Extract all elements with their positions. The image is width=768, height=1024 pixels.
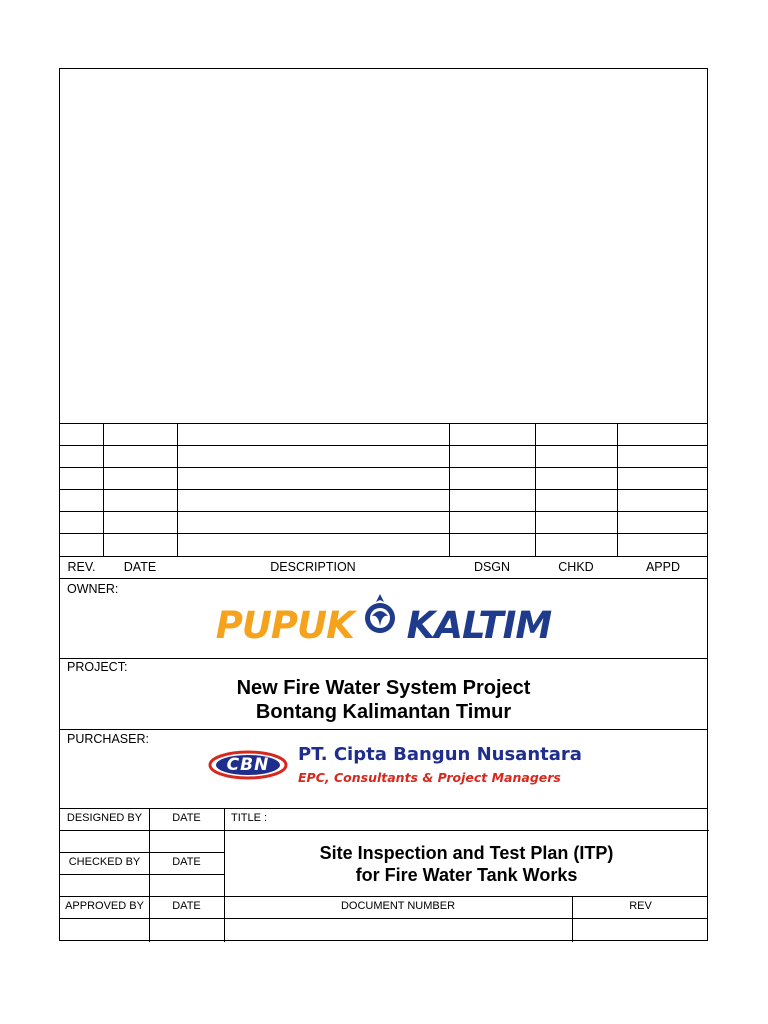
- rev-row-line: [60, 445, 707, 446]
- date-label: DATE: [172, 856, 201, 868]
- description-header: DESCRIPTION: [270, 560, 356, 574]
- rev-header: REV.: [67, 560, 96, 574]
- rev-row-line: [60, 533, 707, 534]
- rev-col-line: [449, 423, 450, 556]
- rev-label: REV: [629, 900, 652, 912]
- appd-header: APPD: [645, 560, 681, 574]
- purchaser-company-name: PT. Cipta Bangun Nusantara: [298, 744, 582, 765]
- rev-row-line: [60, 467, 707, 468]
- title-row-line: [60, 918, 707, 919]
- owner-label: OWNER:: [67, 582, 119, 596]
- title-label: TITLE :: [231, 812, 268, 824]
- cbn-logo-text: CBN: [226, 755, 270, 775]
- title-row-line: [60, 896, 707, 897]
- date-header: DATE: [123, 560, 157, 574]
- logo-word-pupuk: PUPUK: [215, 604, 354, 647]
- rev-row-line: [60, 556, 707, 557]
- section-line: [60, 729, 707, 730]
- project-title-line2: Bontang Kalimantan Timur: [255, 701, 512, 723]
- title-row-line: [60, 874, 224, 875]
- purchaser-label: PURCHASER:: [67, 732, 149, 746]
- dsgn-header: DSGN: [473, 560, 511, 574]
- title-row-line: [60, 852, 224, 853]
- rev-col-line: [535, 423, 536, 556]
- section-line: [60, 578, 707, 579]
- section-line: [60, 808, 707, 809]
- document-number-label: DOCUMENT NUMBER: [340, 900, 456, 912]
- document-title-line2: for Fire Water Tank Works: [355, 865, 578, 885]
- logo-emblem-icon: [362, 592, 398, 660]
- title-col-line: [149, 808, 150, 942]
- approved-by-label: APPROVED BY: [65, 900, 144, 912]
- project-label: PROJECT:: [67, 660, 128, 674]
- pupuk-kaltim-logo: [60, 592, 707, 660]
- logo-word-kaltim: KALTIM: [406, 604, 552, 647]
- rev-row-line: [60, 489, 707, 490]
- document-title-line1: Site Inspection and Test Plan (ITP): [319, 843, 614, 863]
- cbn-logo: [208, 750, 288, 780]
- section-line: [60, 658, 707, 659]
- purchaser-tagline: EPC, Consultants & Project Managers: [298, 770, 561, 785]
- checked-by-label: CHECKED BY: [68, 856, 141, 868]
- rev-col-line: [103, 423, 104, 556]
- rev-col-line: [177, 423, 178, 556]
- rev-col-line: [617, 423, 618, 556]
- project-title-line1: New Fire Water System Project: [236, 677, 531, 699]
- date-label: DATE: [172, 812, 201, 824]
- chkd-header: CHKD: [558, 560, 594, 574]
- rev-row-line: [60, 423, 707, 424]
- date-label: DATE: [172, 900, 201, 912]
- title-row-line: [224, 830, 709, 831]
- title-row-line: [60, 830, 224, 831]
- rev-row-line: [60, 511, 707, 512]
- drawing-frame: [59, 68, 708, 941]
- designed-by-label: DESIGNED BY: [66, 812, 143, 824]
